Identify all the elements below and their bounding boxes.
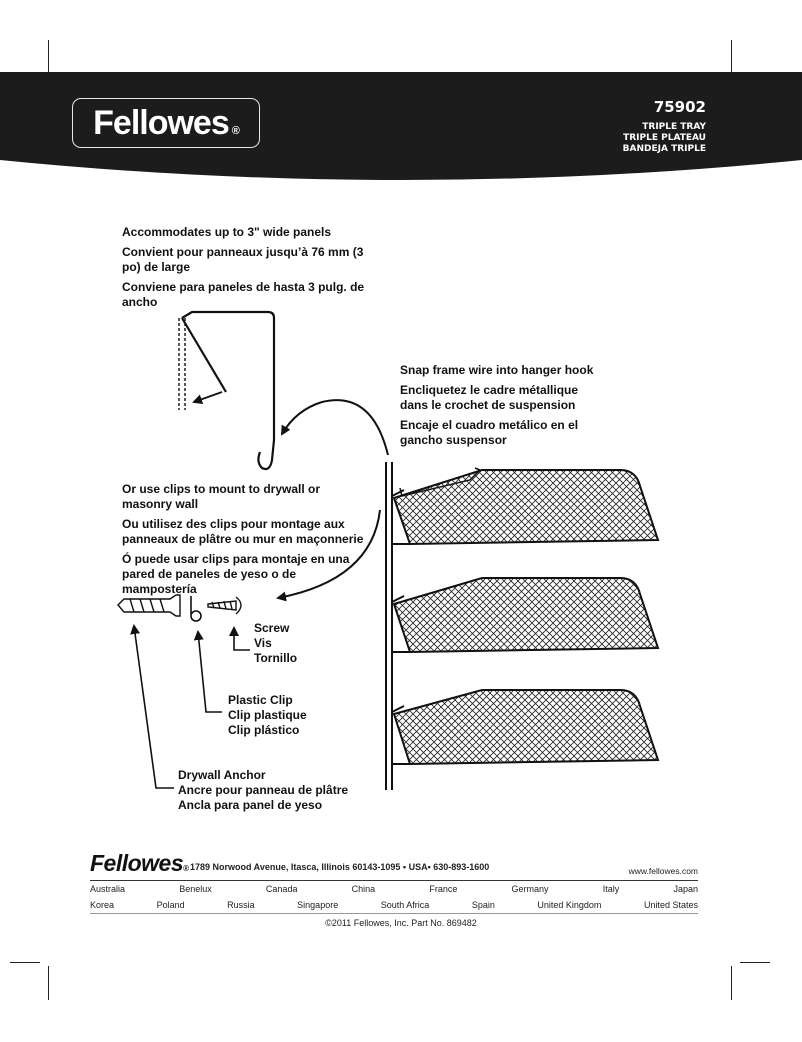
screw-label-fr: Vis xyxy=(254,636,272,650)
clips-note-fr: Ou utilisez des clips pour montage aux panneaux de plâtre ou mur en maçonnerie xyxy=(122,517,364,546)
product-name-en: TRIPLE TRAY xyxy=(642,122,706,132)
country: United States xyxy=(643,900,698,910)
brand-name: Fellowes xyxy=(93,103,229,142)
footer-divider-bottom xyxy=(90,913,698,914)
country: China xyxy=(351,884,376,894)
clip-label-fr: Clip plastique xyxy=(228,708,307,722)
clip-label-es: Clip plástico xyxy=(228,723,300,737)
country: Japan xyxy=(673,884,698,894)
country: Spain xyxy=(471,900,495,910)
anchor-label-es: Ancla para panel de yeso xyxy=(178,798,323,812)
screw-label-es: Tornillo xyxy=(254,651,298,665)
country: Italy xyxy=(602,884,620,894)
anchor-label-en: Drywall Anchor xyxy=(178,768,266,782)
footer-address: 1789 Norwood Avenue, Itasca, Illinois 60143-1095 • USA• 630-893-1600 xyxy=(190,862,490,872)
countries-row-2 xyxy=(90,900,698,910)
panel-note-en: Accommodates up to 3" wide panels xyxy=(122,225,332,239)
plastic-clip-icon xyxy=(191,596,201,621)
clip-leader-icon xyxy=(198,632,222,712)
country: United Kingdom xyxy=(537,900,602,910)
footer-registered-mark: ® xyxy=(183,864,189,873)
clips-note-es: Ó puede usar clips para montaje en una pared de paneles de yeso o de mampostería xyxy=(122,552,350,596)
snap-note-en: Snap frame wire into hanger hook xyxy=(400,363,594,377)
model-number: 75902 xyxy=(653,98,706,116)
drywall-anchor-icon xyxy=(118,595,180,616)
curved-arrow-icon xyxy=(282,400,388,455)
panel-note-es: Conviene para paneles de hasta 3 pulg. de ancho xyxy=(122,280,365,309)
country: Korea xyxy=(90,900,115,910)
country: Russia xyxy=(227,900,255,910)
country: Benelux xyxy=(179,884,212,894)
hanger-hook-icon xyxy=(179,312,274,469)
screw-leader-icon xyxy=(234,628,250,650)
tilt-arrow-icon xyxy=(194,392,222,402)
product-name-fr: TRIPLE PLATEAU xyxy=(623,133,706,143)
anchor-leader-icon xyxy=(134,626,174,788)
country: Australia xyxy=(90,884,126,894)
countries-row-1 xyxy=(90,884,698,894)
screw-label-en: Screw xyxy=(254,621,290,635)
country: Singapore xyxy=(297,900,339,910)
country: South Africa xyxy=(380,900,430,910)
footer-brand xyxy=(90,850,189,877)
clip-arrow-icon xyxy=(278,510,380,598)
registered-mark: ® xyxy=(231,125,239,137)
country: France xyxy=(429,884,458,894)
footer-website: www.fellowes.com xyxy=(628,866,698,876)
screw-icon xyxy=(208,597,241,614)
country: Canada xyxy=(265,884,298,894)
footer-brand-name: Fellowes xyxy=(90,850,184,876)
snap-note-es: Encaje el cuadro metálico en el gancho suspensor xyxy=(400,418,579,447)
triple-tray-icon xyxy=(386,462,658,790)
clips-note-en: Or use clips to mount to drywall or masonry wall xyxy=(122,482,321,511)
screw-label xyxy=(254,621,297,666)
clip-label xyxy=(228,693,307,738)
snap-note-fr: Encliquetez le cadre métallique dans le crochet de suspension xyxy=(400,383,579,412)
country: Poland xyxy=(156,900,185,910)
product-name-es: BANDEJA TRIPLE xyxy=(622,144,706,154)
footer-divider xyxy=(90,880,698,881)
country: Germany xyxy=(511,884,549,894)
clip-label-en: Plastic Clip xyxy=(228,693,293,707)
panel-note-fr: Convient pour panneaux jusqu’à 76 mm (3 po) de large xyxy=(122,245,364,274)
copyright: ©2011 Fellowes, Inc. Part No. 869482 xyxy=(325,918,477,928)
anchor-label xyxy=(178,768,348,813)
anchor-label-fr: Ancre pour panneau de plâtre xyxy=(178,783,349,797)
